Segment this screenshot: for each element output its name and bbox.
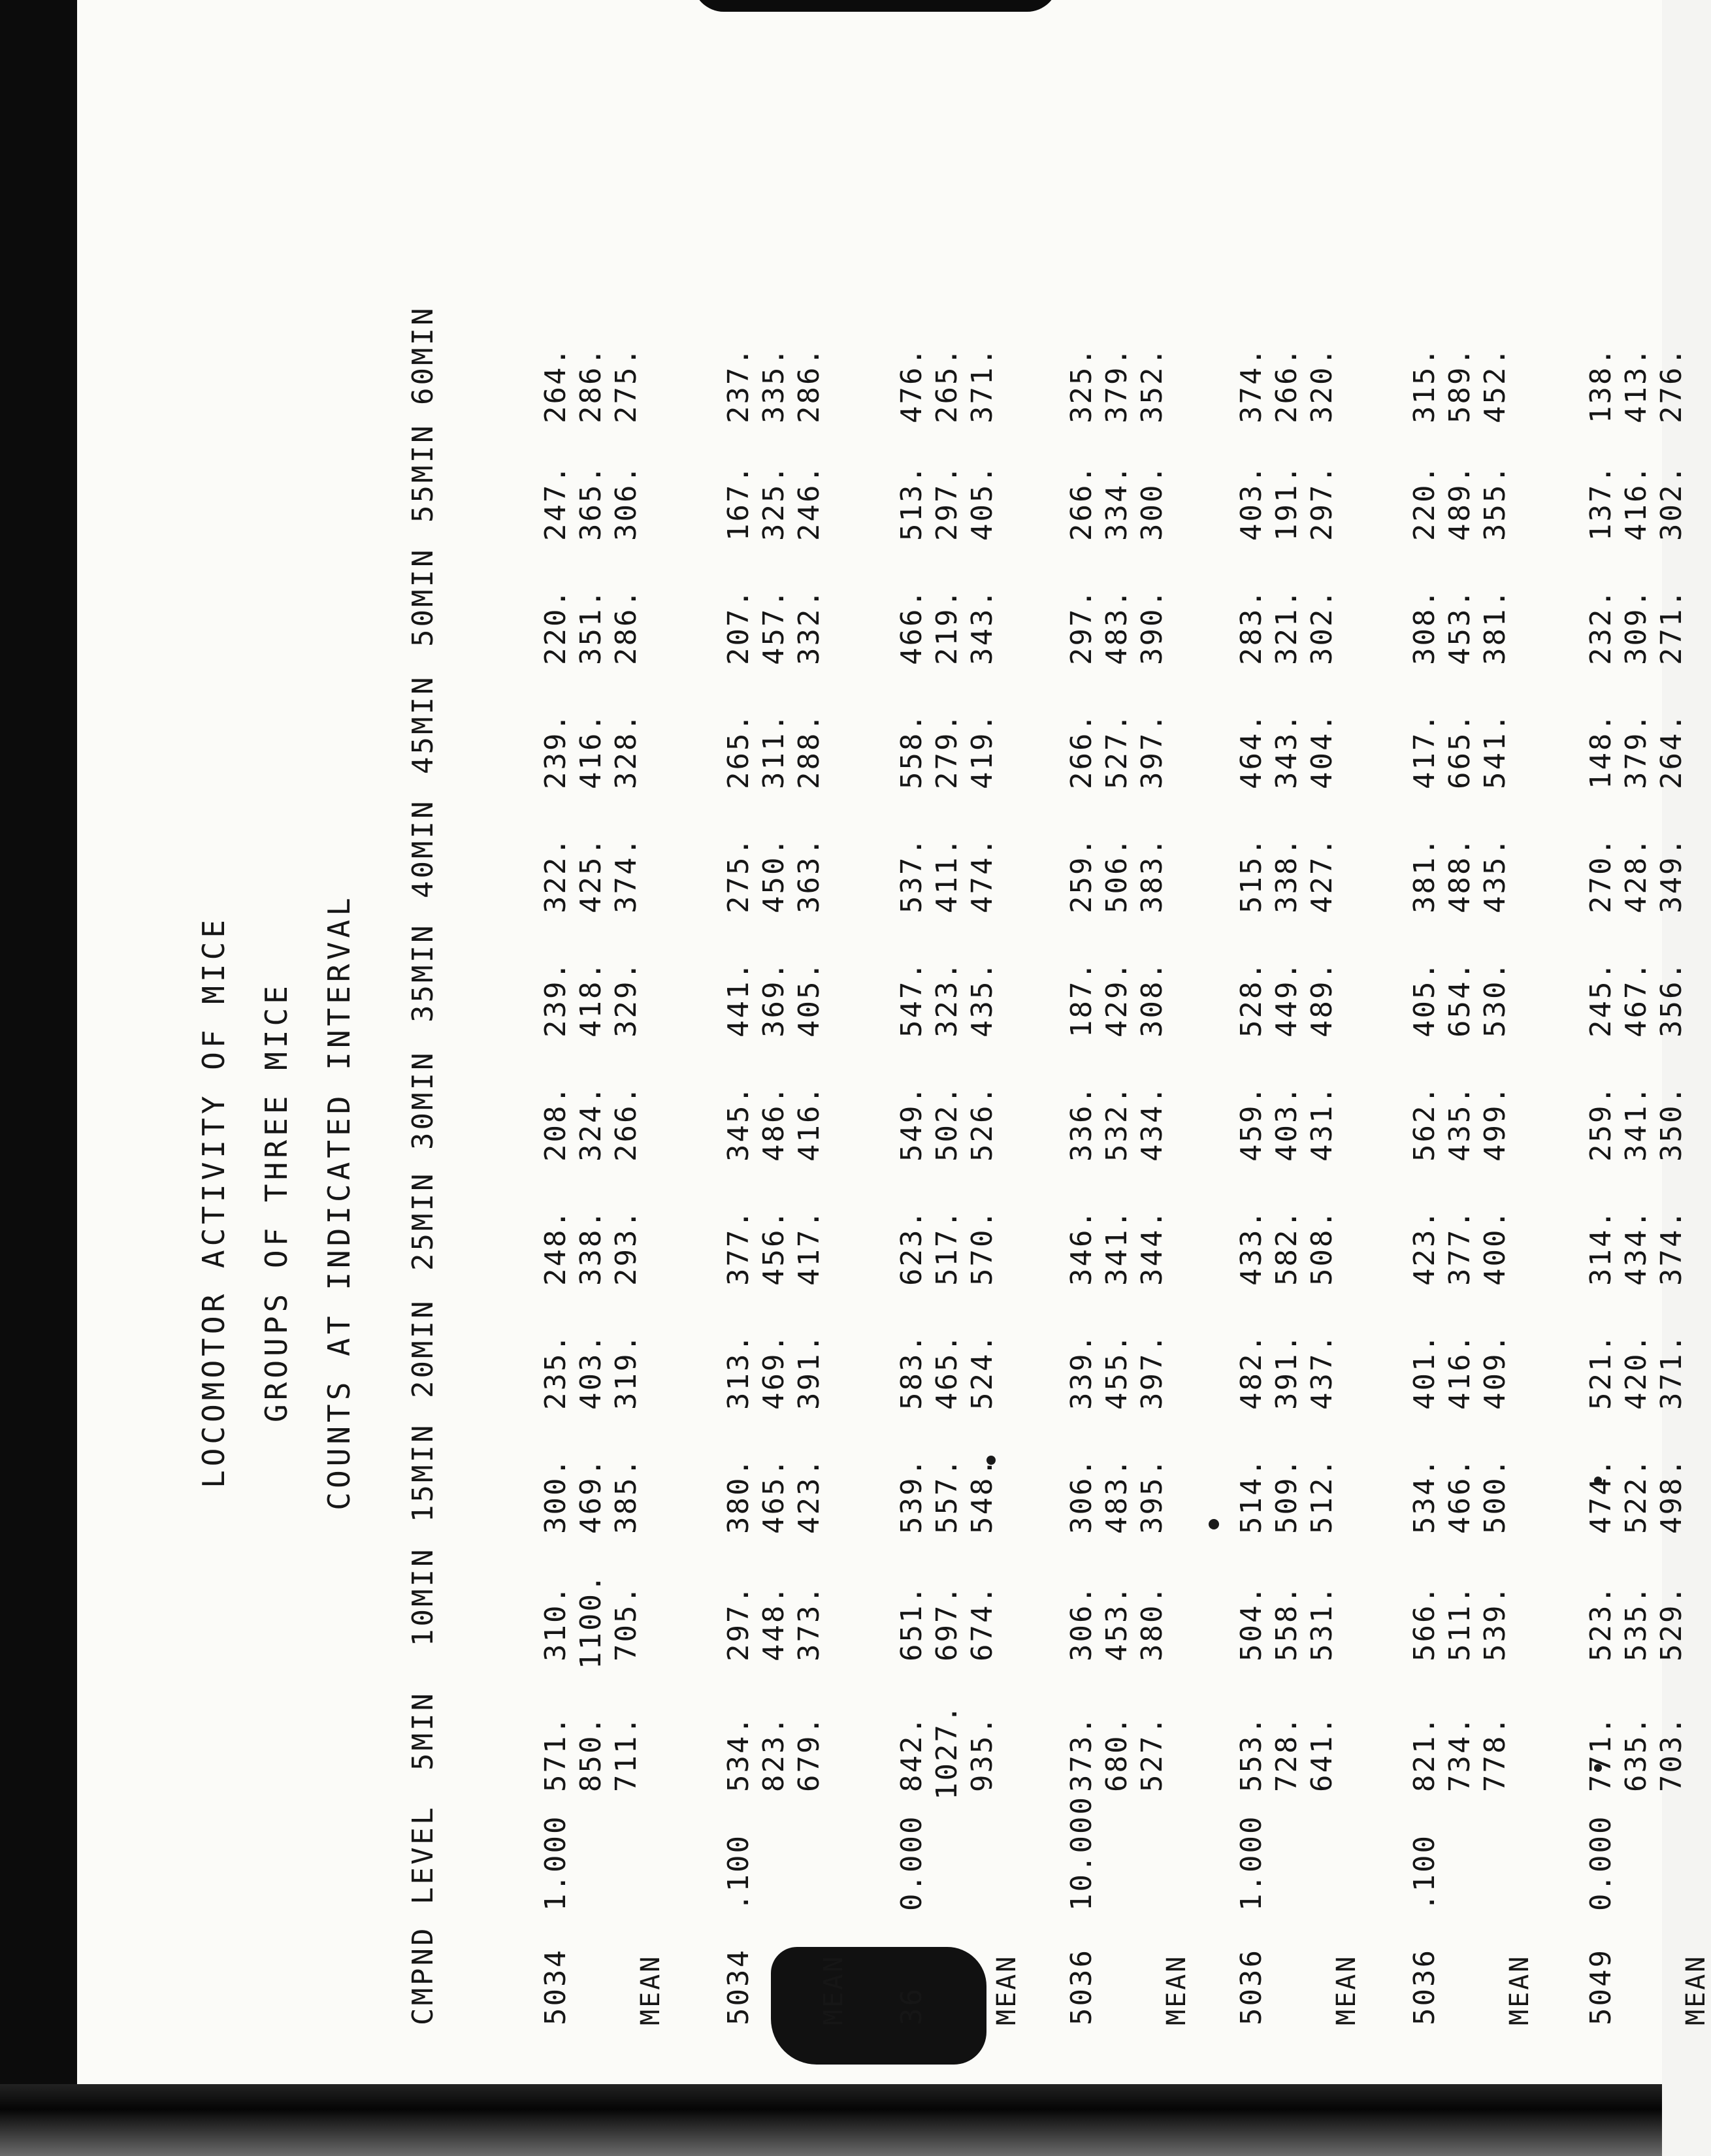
mean-label: MEAN xyxy=(1505,1954,1535,2025)
count-cell: 346. xyxy=(1065,1209,1098,1286)
count-cell: 474. xyxy=(1584,1457,1618,1534)
mean-value-cell: 391. xyxy=(792,1333,826,1410)
mean-value-cell: 400. xyxy=(1478,1209,1512,1286)
count-cell: 191. xyxy=(1270,464,1303,541)
count-cell: 259. xyxy=(1065,836,1098,913)
count-cell: 323. xyxy=(930,960,964,1037)
mean-value-cell: 435. xyxy=(966,960,999,1037)
mean-value-cell: 319. xyxy=(610,1333,643,1410)
count-cell: 237. xyxy=(722,346,755,423)
count-cell: 259. xyxy=(1584,1085,1618,1162)
column-header: 30MIN xyxy=(406,1050,440,1150)
count-cell: 850. xyxy=(574,1715,608,1792)
mean-value-cell: 373. xyxy=(792,1584,826,1661)
column-header: 50MIN xyxy=(406,547,440,647)
count-cell: 325. xyxy=(757,464,790,541)
mean-value-cell: 641. xyxy=(1305,1715,1339,1792)
count-cell: 369. xyxy=(757,960,790,1037)
mean-label: MEAN xyxy=(992,1954,1022,2025)
count-cell: 441. xyxy=(722,960,755,1037)
count-cell: 821. xyxy=(1408,1715,1441,1792)
column-header: 5MIN xyxy=(406,1691,440,1771)
mean-value-cell: 385. xyxy=(610,1457,643,1534)
mean-value-cell: 778. xyxy=(1478,1715,1512,1792)
mean-value-cell: 539. xyxy=(1478,1584,1512,1661)
count-cell: 374. xyxy=(1235,346,1268,423)
count-cell: 734. xyxy=(1443,1715,1476,1792)
count-cell: 416. xyxy=(574,712,608,789)
mean-value-cell: 302. xyxy=(1655,464,1688,541)
count-cell: 562. xyxy=(1408,1085,1441,1162)
mean-value-cell: 308. xyxy=(1135,960,1169,1037)
count-cell: 339. xyxy=(1065,1333,1098,1410)
count-cell: 325. xyxy=(1065,346,1098,423)
count-cell: 534. xyxy=(722,1715,755,1792)
mean-value-cell: 498. xyxy=(1655,1457,1688,1534)
mean-value-cell: 297. xyxy=(1305,464,1339,541)
mean-value-cell: 246. xyxy=(792,464,826,541)
count-cell: 465. xyxy=(930,1333,964,1410)
count-cell: 345. xyxy=(722,1085,755,1162)
count-cell: 377. xyxy=(722,1209,755,1286)
mean-value-cell: 679. xyxy=(792,1715,826,1792)
compound-code: 5036 xyxy=(1408,1948,1441,2025)
count-cell: 1027. xyxy=(930,1703,964,1800)
mean-value-cell: 548. xyxy=(966,1457,999,1534)
mean-value-cell: 397. xyxy=(1135,712,1169,789)
count-cell: 680. xyxy=(1100,1715,1133,1792)
mean-label: MEAN xyxy=(1681,1954,1711,2025)
report-subtitle-2: COUNTS AT INDICATED INTERVAL xyxy=(321,894,357,1511)
mean-value-cell: 541. xyxy=(1478,712,1512,789)
count-cell: 336. xyxy=(1065,1085,1098,1162)
count-cell: 373. xyxy=(1065,1715,1098,1792)
compound-code: 5036 xyxy=(1235,1948,1268,2025)
count-cell: 335. xyxy=(757,346,790,423)
count-cell: 489. xyxy=(1443,464,1476,541)
count-cell: 341. xyxy=(1100,1209,1133,1286)
count-cell: 338. xyxy=(574,1209,608,1286)
count-cell: 351. xyxy=(574,588,608,665)
count-cell: 547. xyxy=(895,960,928,1037)
mean-value-cell: 499. xyxy=(1478,1085,1512,1162)
count-cell: 469. xyxy=(574,1457,608,1534)
count-cell: 465. xyxy=(757,1457,790,1534)
count-cell: 697. xyxy=(930,1584,964,1661)
mean-value-cell: 524. xyxy=(966,1333,999,1410)
mean-value-cell: 276. xyxy=(1655,346,1688,423)
count-cell: 381. xyxy=(1408,836,1441,913)
count-cell: 265. xyxy=(722,712,755,789)
count-cell: 418. xyxy=(574,960,608,1037)
mean-label: MEAN xyxy=(819,1954,849,2025)
mean-value-cell: 705. xyxy=(610,1584,643,1661)
mean-value-cell: 320. xyxy=(1305,346,1339,423)
mean-value-cell: 266. xyxy=(610,1085,643,1162)
count-cell: 771. xyxy=(1584,1715,1618,1792)
count-cell: 450. xyxy=(757,836,790,913)
count-cell: 416. xyxy=(1443,1333,1476,1410)
mean-value-cell: 435. xyxy=(1478,836,1512,913)
mean-value-cell: 355. xyxy=(1478,464,1512,541)
mean-value-cell: 374. xyxy=(1655,1209,1688,1286)
count-cell: 448. xyxy=(757,1584,790,1661)
count-cell: 334. xyxy=(1100,464,1133,541)
mean-value-cell: 711. xyxy=(610,1715,643,1792)
count-cell: 275. xyxy=(722,836,755,913)
count-cell: 377. xyxy=(1443,1209,1476,1286)
compound-code: 5049 xyxy=(1584,1948,1618,2025)
mean-value-cell: 343. xyxy=(966,588,999,665)
mean-value-cell: 271. xyxy=(1655,588,1688,665)
count-cell: 453. xyxy=(1100,1584,1133,1661)
mean-value-cell: 427. xyxy=(1305,836,1339,913)
mean-label: MEAN xyxy=(1162,1954,1192,2025)
mean-value-cell: 374. xyxy=(610,836,643,913)
column-header: 15MIN xyxy=(406,1422,440,1522)
count-cell: 403. xyxy=(574,1333,608,1410)
count-cell: 558. xyxy=(1270,1584,1303,1661)
mean-value-cell: 416. xyxy=(792,1085,826,1162)
level-value: 1.000 xyxy=(539,1814,572,1911)
count-cell: 411. xyxy=(930,836,964,913)
count-cell: 523. xyxy=(1584,1584,1618,1661)
mean-value-cell: 380. xyxy=(1135,1584,1169,1661)
count-cell: 486. xyxy=(757,1085,790,1162)
scan-border-left xyxy=(0,0,77,2156)
mean-value-cell: 423. xyxy=(792,1457,826,1534)
column-header: 40MIN xyxy=(406,798,440,898)
count-cell: 464. xyxy=(1235,712,1268,789)
count-cell: 417. xyxy=(1408,712,1441,789)
count-cell: 502. xyxy=(930,1085,964,1162)
count-cell: 321. xyxy=(1270,588,1303,665)
mean-label: MEAN xyxy=(1331,1954,1361,2025)
count-cell: 401. xyxy=(1408,1333,1441,1410)
count-cell: 429. xyxy=(1100,960,1133,1037)
count-cell: 137. xyxy=(1584,464,1618,541)
mean-value-cell: 570. xyxy=(966,1209,999,1286)
count-cell: 264. xyxy=(539,346,572,423)
column-header: CMPND xyxy=(406,1925,440,2025)
count-cell: 309. xyxy=(1620,588,1653,665)
mean-value-cell: 371. xyxy=(966,346,999,423)
count-cell: 379. xyxy=(1100,346,1133,423)
count-cell: 457. xyxy=(757,588,790,665)
compound-code: 5034 xyxy=(722,1948,755,2025)
count-cell: 380. xyxy=(722,1457,755,1534)
mean-value-cell: 293. xyxy=(610,1209,643,1286)
count-cell: 488. xyxy=(1443,836,1476,913)
count-cell: 539. xyxy=(895,1457,928,1534)
mean-value-cell: 395. xyxy=(1135,1457,1169,1534)
count-cell: 208. xyxy=(539,1085,572,1162)
count-cell: 558. xyxy=(895,712,928,789)
mean-value-cell: 489. xyxy=(1305,960,1339,1037)
column-header: 55MIN xyxy=(406,423,440,523)
mean-value-cell: 530. xyxy=(1478,960,1512,1037)
column-header: 10MIN xyxy=(406,1546,440,1646)
count-cell: 537. xyxy=(895,836,928,913)
count-cell: 549. xyxy=(895,1085,928,1162)
count-cell: 138. xyxy=(1584,346,1618,423)
mean-value-cell: 419. xyxy=(966,712,999,789)
count-cell: 534. xyxy=(1408,1457,1441,1534)
level-value: 1.000 xyxy=(1235,1814,1268,1911)
count-cell: 532. xyxy=(1100,1085,1133,1162)
count-cell: 823. xyxy=(757,1715,790,1792)
count-cell: 433. xyxy=(1235,1209,1268,1286)
mean-value-cell: 674. xyxy=(966,1584,999,1661)
count-cell: 511. xyxy=(1443,1584,1476,1661)
count-cell: 235. xyxy=(539,1333,572,1410)
count-cell: 434. xyxy=(1620,1209,1653,1286)
level-value: 0.000 xyxy=(895,1814,928,1911)
count-cell: 423. xyxy=(1408,1209,1441,1286)
count-cell: 266. xyxy=(1065,712,1098,789)
mean-value-cell: 286. xyxy=(792,346,826,423)
scan-border-bottom xyxy=(0,2084,1662,2156)
count-cell: 623. xyxy=(895,1209,928,1286)
mean-value-cell: 288. xyxy=(792,712,826,789)
count-cell: 842. xyxy=(895,1715,928,1792)
rotated-report xyxy=(196,65,1711,2025)
mean-value-cell: 390. xyxy=(1135,588,1169,665)
count-cell: 403. xyxy=(1235,464,1268,541)
mean-value-cell: 508. xyxy=(1305,1209,1339,1286)
mean-value-cell: 531. xyxy=(1305,1584,1339,1661)
mean-value-cell: 363. xyxy=(792,836,826,913)
count-cell: 148. xyxy=(1584,712,1618,789)
count-cell: 506. xyxy=(1100,836,1133,913)
count-cell: 297. xyxy=(1065,588,1098,665)
count-cell: 482. xyxy=(1235,1333,1268,1410)
mean-value-cell: 306. xyxy=(610,464,643,541)
count-cell: 297. xyxy=(722,1584,755,1661)
count-cell: 207. xyxy=(722,588,755,665)
mean-value-cell: 275. xyxy=(610,346,643,423)
level-value: .100 xyxy=(722,1834,755,1911)
mean-label: MEAN xyxy=(636,1954,666,2025)
count-cell: 187. xyxy=(1065,960,1098,1037)
count-cell: 428. xyxy=(1620,836,1653,913)
count-cell: 283. xyxy=(1235,588,1268,665)
count-cell: 521. xyxy=(1584,1333,1618,1410)
count-cell: 405. xyxy=(1408,960,1441,1037)
count-cell: 483. xyxy=(1100,588,1133,665)
count-cell: 654. xyxy=(1443,960,1476,1037)
mean-value-cell: 434. xyxy=(1135,1085,1169,1162)
count-cell: 379. xyxy=(1620,712,1653,789)
count-cell: 300. xyxy=(539,1457,572,1534)
count-cell: 247. xyxy=(539,464,572,541)
count-cell: 449. xyxy=(1270,960,1303,1037)
count-cell: 728. xyxy=(1270,1715,1303,1792)
mean-value-cell: 452. xyxy=(1478,346,1512,423)
count-cell: 517. xyxy=(930,1209,964,1286)
mean-value-cell: 344. xyxy=(1135,1209,1169,1286)
mean-value-cell: 405. xyxy=(966,464,999,541)
count-cell: 522. xyxy=(1620,1457,1653,1534)
count-cell: 391. xyxy=(1270,1333,1303,1410)
count-cell: 582. xyxy=(1270,1209,1303,1286)
count-cell: 476. xyxy=(895,346,928,423)
count-cell: 483. xyxy=(1100,1457,1133,1534)
mean-value-cell: 405. xyxy=(792,960,826,1037)
count-cell: 232. xyxy=(1584,588,1618,665)
count-cell: 413. xyxy=(1620,346,1653,423)
mean-value-cell: 431. xyxy=(1305,1085,1339,1162)
count-cell: 341. xyxy=(1620,1085,1653,1162)
count-cell: 528. xyxy=(1235,960,1268,1037)
count-cell: 239. xyxy=(539,960,572,1037)
count-cell: 324. xyxy=(574,1085,608,1162)
count-cell: 265. xyxy=(930,346,964,423)
mean-value-cell: 383. xyxy=(1135,836,1169,913)
report-title: LOCOMOTOR ACTIVITY OF MICE xyxy=(196,915,231,1489)
count-cell: 266. xyxy=(1270,346,1303,423)
count-cell: 279. xyxy=(930,712,964,789)
count-cell: 297. xyxy=(930,464,964,541)
count-cell: 635. xyxy=(1620,1715,1653,1792)
count-cell: 311. xyxy=(757,712,790,789)
mean-value-cell: 526. xyxy=(966,1085,999,1162)
column-header: 45MIN xyxy=(406,674,440,774)
count-cell: 220. xyxy=(539,588,572,665)
mean-value-cell: 474. xyxy=(966,836,999,913)
column-header: 25MIN xyxy=(406,1171,440,1271)
count-cell: 583. xyxy=(895,1333,928,1410)
mean-value-cell: 300. xyxy=(1135,464,1169,541)
count-cell: 220. xyxy=(1408,464,1441,541)
count-cell: 467. xyxy=(1620,960,1653,1037)
count-cell: 343. xyxy=(1270,712,1303,789)
mean-value-cell: 529. xyxy=(1655,1584,1688,1661)
count-cell: 322. xyxy=(539,836,572,913)
count-cell: 571. xyxy=(539,1715,572,1792)
count-cell: 456. xyxy=(757,1209,790,1286)
count-cell: 425. xyxy=(574,836,608,913)
mean-value-cell: 935. xyxy=(966,1715,999,1792)
count-cell: 466. xyxy=(1443,1457,1476,1534)
report-subtitle: GROUPS OF THREE MICE xyxy=(259,982,294,1422)
mean-value-cell: 350. xyxy=(1655,1085,1688,1162)
count-cell: 338. xyxy=(1270,836,1303,913)
count-cell: 665. xyxy=(1443,712,1476,789)
column-header: 20MIN xyxy=(406,1298,440,1398)
count-cell: 557. xyxy=(930,1457,964,1534)
column-header: 60MIN xyxy=(406,305,440,405)
count-cell: 455. xyxy=(1100,1333,1133,1410)
count-cell: 553. xyxy=(1235,1715,1268,1792)
count-cell: 469. xyxy=(757,1333,790,1410)
count-cell: 589. xyxy=(1443,346,1476,423)
count-cell: 365. xyxy=(574,464,608,541)
mean-value-cell: 409. xyxy=(1478,1333,1512,1410)
scan-edge-top xyxy=(693,0,1058,12)
mean-value-cell: 437. xyxy=(1305,1333,1339,1410)
level-value: .100 xyxy=(1408,1834,1441,1911)
count-cell: 514. xyxy=(1235,1457,1268,1534)
count-cell: 313. xyxy=(722,1333,755,1410)
count-cell: 566. xyxy=(1408,1584,1441,1661)
mean-value-cell: 703. xyxy=(1655,1715,1688,1792)
count-cell: 403. xyxy=(1270,1085,1303,1162)
count-cell: 509. xyxy=(1270,1457,1303,1534)
count-cell: 459. xyxy=(1235,1085,1268,1162)
mean-value-cell: 512. xyxy=(1305,1457,1339,1534)
count-cell: 167. xyxy=(722,464,755,541)
mean-value-cell: 352. xyxy=(1135,346,1169,423)
count-cell: 535. xyxy=(1620,1584,1653,1661)
compound-code: 5036 xyxy=(1065,1948,1098,2025)
mean-value-cell: 302. xyxy=(1305,588,1339,665)
count-cell: 314. xyxy=(1584,1209,1618,1286)
count-cell: 266. xyxy=(1065,464,1098,541)
mean-value-cell: 417. xyxy=(792,1209,826,1286)
count-cell: 420. xyxy=(1620,1333,1653,1410)
count-cell: 315. xyxy=(1408,346,1441,423)
compound-code: 36 xyxy=(895,1987,928,2025)
count-cell: 286. xyxy=(574,346,608,423)
count-cell: 270. xyxy=(1584,836,1618,913)
column-header: 35MIN xyxy=(406,923,440,1022)
count-cell: 513. xyxy=(895,464,928,541)
mean-value-cell: 349. xyxy=(1655,836,1688,913)
compound-code: 5034 xyxy=(539,1948,572,2025)
count-cell: 248. xyxy=(539,1209,572,1286)
mean-value-cell: 404. xyxy=(1305,712,1339,789)
count-cell: 527. xyxy=(1100,712,1133,789)
mean-value-cell: 356. xyxy=(1655,960,1688,1037)
mean-value-cell: 397. xyxy=(1135,1333,1169,1410)
count-cell: 435. xyxy=(1443,1085,1476,1162)
mean-value-cell: 264. xyxy=(1655,712,1688,789)
level-value: 10.000 xyxy=(1065,1795,1098,1911)
mean-value-cell: 329. xyxy=(610,960,643,1037)
count-cell: 466. xyxy=(895,588,928,665)
mean-value-cell: 332. xyxy=(792,588,826,665)
column-header: LEVEL xyxy=(406,1805,440,1904)
count-cell: 1100. xyxy=(574,1573,608,1669)
mean-value-cell: 527. xyxy=(1135,1715,1169,1792)
mean-value-cell: 286. xyxy=(610,588,643,665)
count-cell: 651. xyxy=(895,1584,928,1661)
count-cell: 515. xyxy=(1235,836,1268,913)
mean-value-cell: 381. xyxy=(1478,588,1512,665)
count-cell: 306. xyxy=(1065,1457,1098,1534)
count-cell: 504. xyxy=(1235,1584,1268,1661)
mean-value-cell: 371. xyxy=(1655,1333,1688,1410)
mean-value-cell: 500. xyxy=(1478,1457,1512,1534)
level-value: 0.000 xyxy=(1584,1814,1618,1911)
count-cell: 308. xyxy=(1408,588,1441,665)
count-cell: 239. xyxy=(539,712,572,789)
count-cell: 453. xyxy=(1443,588,1476,665)
count-cell: 306. xyxy=(1065,1584,1098,1661)
count-cell: 219. xyxy=(930,588,964,665)
mean-value-cell: 328. xyxy=(610,712,643,789)
count-cell: 245. xyxy=(1584,960,1618,1037)
count-cell: 310. xyxy=(539,1584,572,1661)
count-cell: 416. xyxy=(1620,464,1653,541)
